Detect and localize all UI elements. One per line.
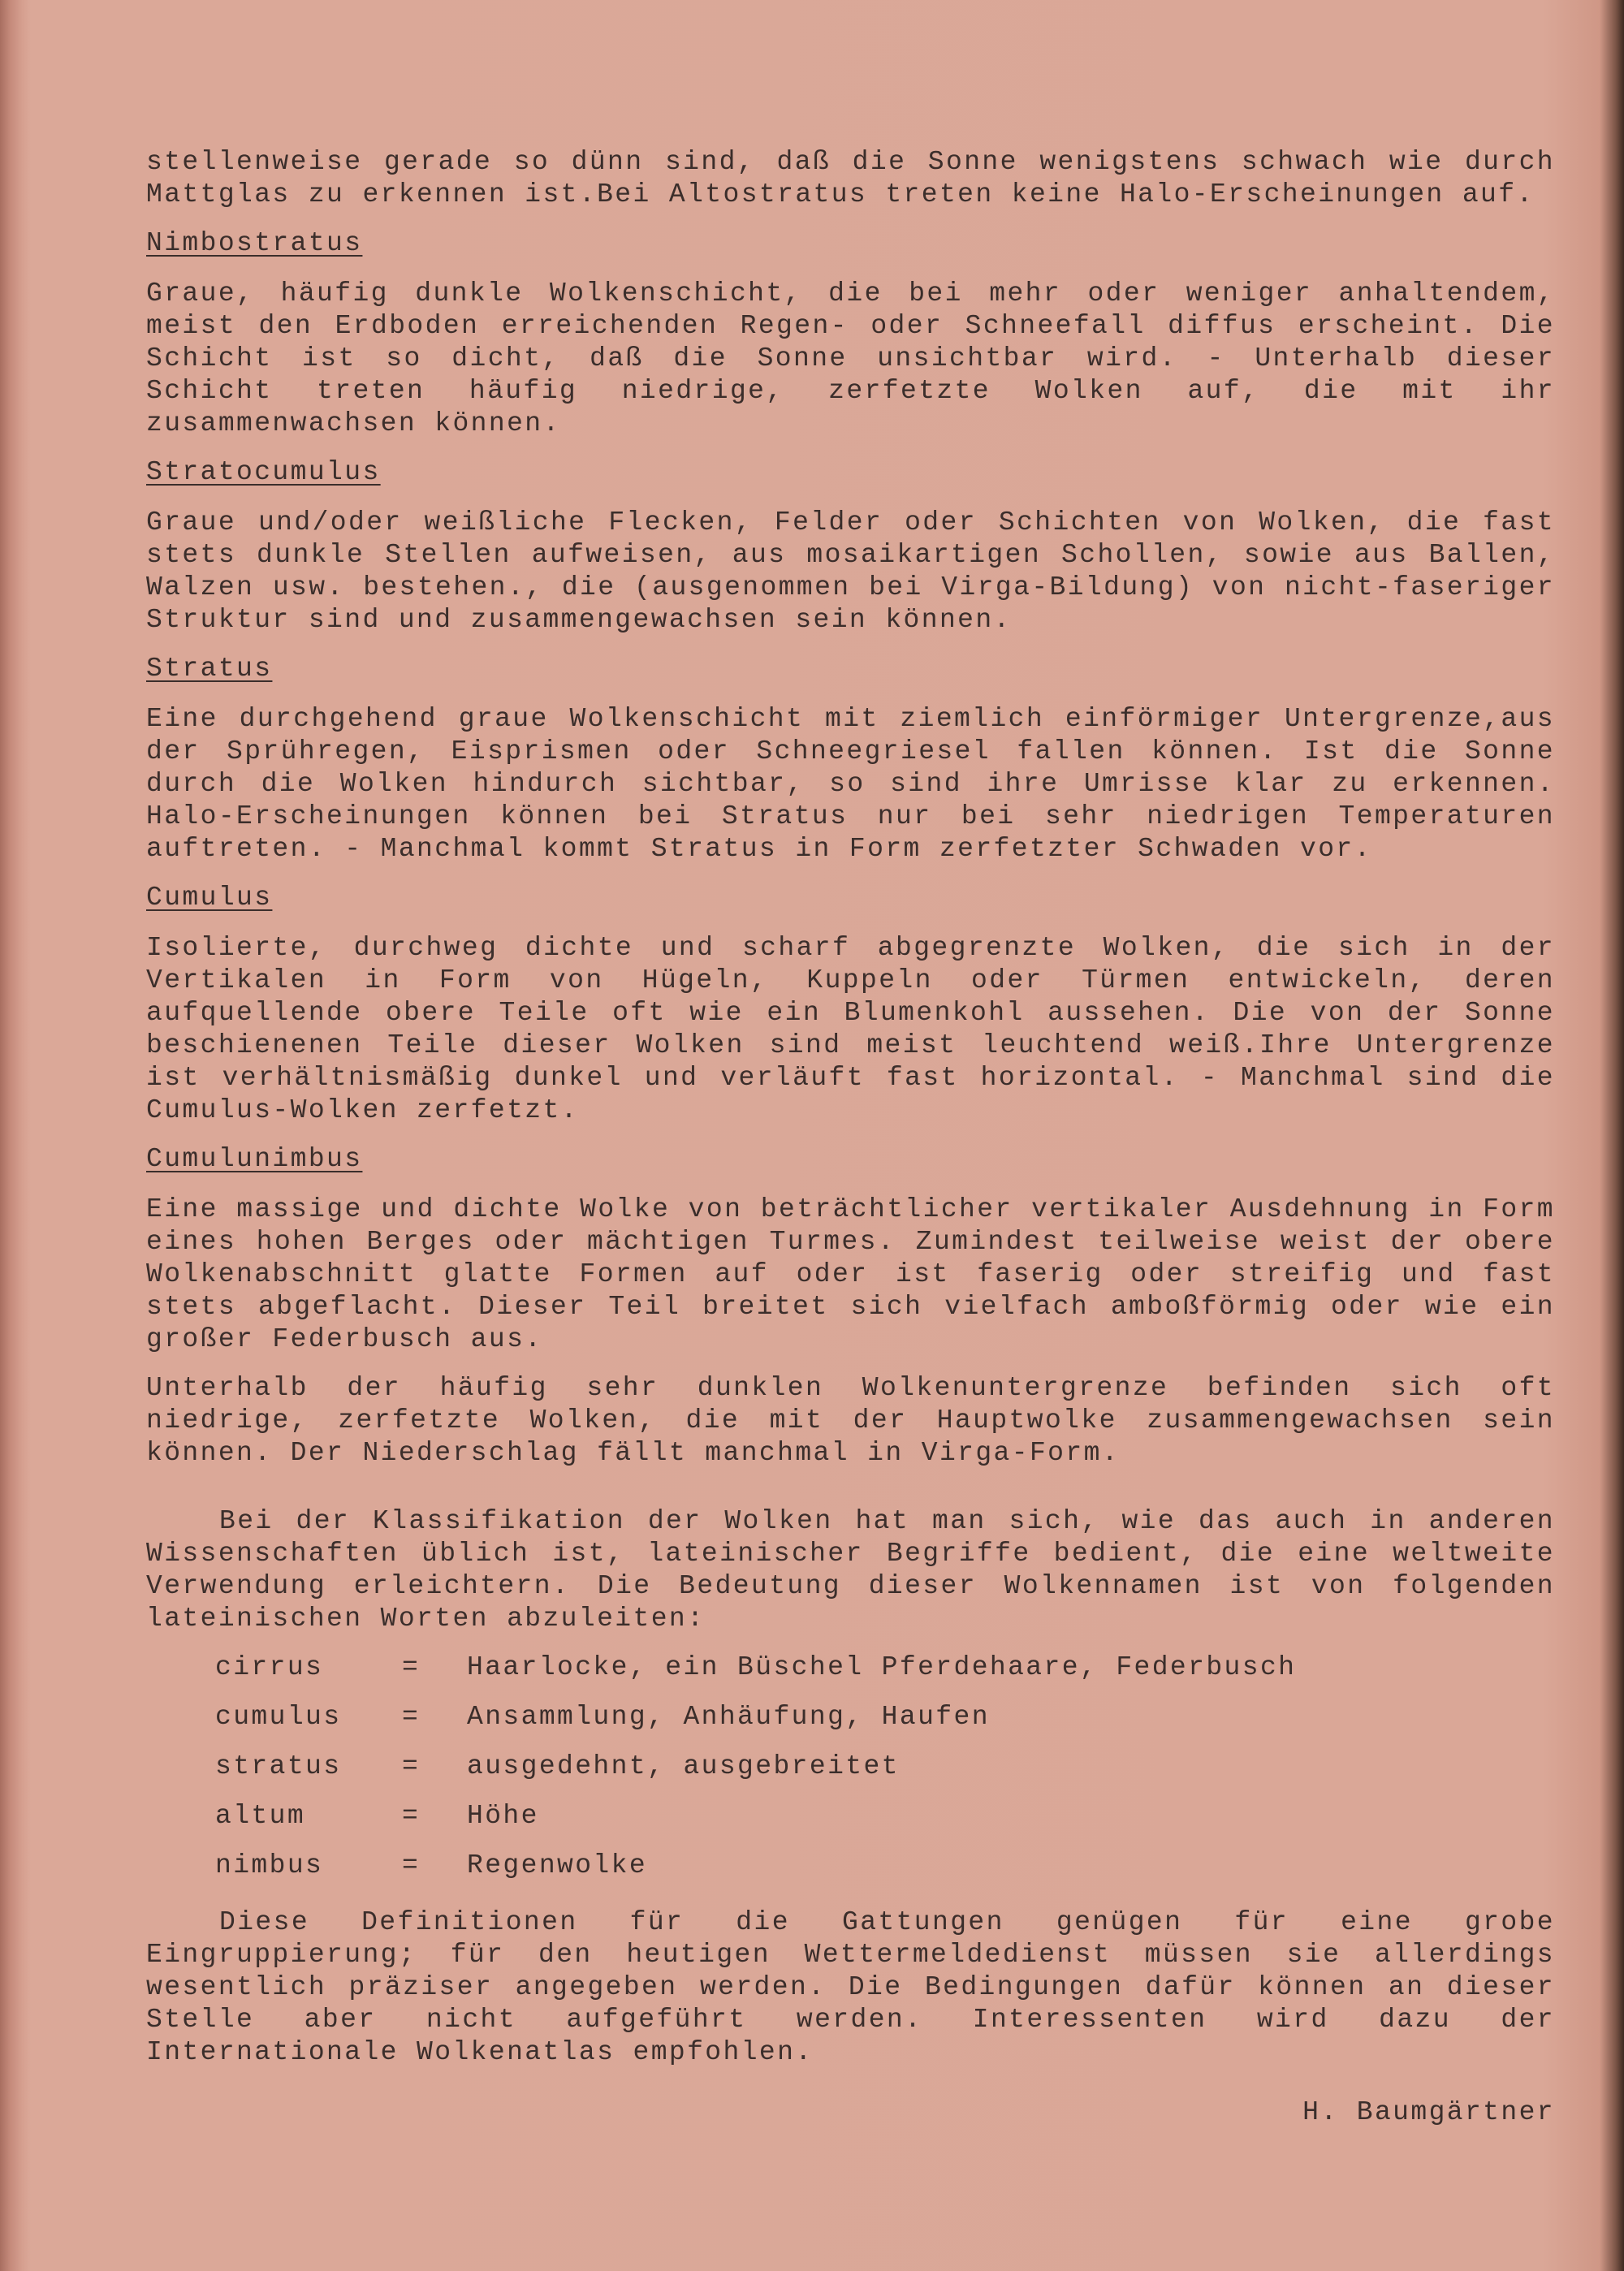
glossary-row bbox=[215, 1850, 1555, 1882]
latin-glossary bbox=[215, 1651, 1555, 1882]
closing-paragraph: Diese Definitionen für die Gattungen genügen für eine grobe Eingruppierung; für den heutigen Wettermeldedienst müssen sie allerdings wesentlich präziser angegeben werden. Die Bedingungen dafür können an dieser Stelle aber nicht aufgeführt werden. Interessenten wird dazu der Internationale Wolkenatlas empfohlen. bbox=[146, 1907, 1555, 2067]
page-binding-edge bbox=[0, 0, 29, 2271]
section-text: Graue und/oder weißliche Flecken, Felder oder Schichten von Wolken, die fast stets dunkle Stellen aufweisen, aus mosaikartigen Schollen, sowie aus Ballen, Walzen usw. bestehen., die (ausgenommen bei Virga-Bildung) von nicht-faseriger Struktur sind und zusammengewachsen sein können. bbox=[146, 507, 1555, 635]
document-body bbox=[146, 146, 1555, 2129]
section-heading: Nimbostratus bbox=[146, 228, 363, 258]
glossary-term: cirrus bbox=[215, 1652, 324, 1682]
glossary-definition: Haarlocke, ein Büschel Pferdehaare, Federbusch bbox=[467, 1652, 1297, 1682]
glossary-definition: Regenwolke bbox=[467, 1850, 648, 1880]
section-heading: Cumulunimbus bbox=[146, 1144, 363, 1174]
glossary-equals: = bbox=[402, 1751, 421, 1781]
glossary-equals: = bbox=[402, 1702, 421, 1732]
glossary-equals: = bbox=[402, 1801, 421, 1831]
section-stratocumulus bbox=[146, 456, 1555, 637]
section-text: Isolierte, durchweg dichte und scharf abgegrenzte Wolken, die sich in der Vertikalen in Form von Hügeln, Kuppeln oder Türmen entwickeln, deren aufquellende obere Teile oft wie ein Blumenkohl aussehen. Die von der Sonne beschienenen Teile dieser Wolken sind meist leuchtend weiß.Ihre Untergrenze ist verhältnismäßig dunkel und verläuft fast horizontal. - Manchmal sind die Cumulus-Wolken zerfetzt. bbox=[146, 933, 1555, 1125]
glossary-definition: ausgedehnt, ausgebreitet bbox=[467, 1751, 900, 1781]
section-stratus bbox=[146, 653, 1555, 866]
section-cumulunimbus bbox=[146, 1143, 1555, 1470]
glossary-term: cumulus bbox=[215, 1702, 342, 1732]
glossary-definition: Höhe bbox=[467, 1801, 539, 1831]
section-heading: Stratus bbox=[146, 654, 273, 684]
classification-paragraph: Bei der Klassifikation der Wolken hat man sich, wie das auch in anderen Wissenschaften üblich ist, lateinischer Begriffe bedient, die eine weltweite Verwendung erleichtern. Die Bedeutung dieser Wolkennamen ist von folgenden lateinischen Worten abzuleiten: bbox=[146, 1506, 1555, 1634]
author-signature: H. Baumgärtner bbox=[1302, 2097, 1555, 2127]
section-heading: Stratocumulus bbox=[146, 457, 381, 487]
glossary-row bbox=[215, 1701, 1555, 1733]
section-nimbostratus bbox=[146, 227, 1555, 440]
section-heading: Cumulus bbox=[146, 883, 273, 913]
glossary-equals: = bbox=[402, 1850, 421, 1880]
glossary-row bbox=[215, 1751, 1555, 1783]
glossary-term: nimbus bbox=[215, 1850, 324, 1880]
glossary-term: altum bbox=[215, 1801, 306, 1831]
glossary-row bbox=[215, 1651, 1555, 1684]
section-cumulus bbox=[146, 882, 1555, 1127]
section-text: Graue, häufig dunkle Wolkenschicht, die bei mehr oder weniger anhaltendem, meist den Erdboden erreichenden Regen- oder Schneefall diffus erscheint. Die Schicht ist so dicht, daß die Sonne unsichtbar wird. - Unterhalb dieser Schicht treten häufig niedrige, zerfetzte Wolken auf, die mit ihr zusammenwachsen können. bbox=[146, 278, 1555, 438]
intro-paragraph: stellenweise gerade so dünn sind, daß die Sonne wenigstens schwach wie durch Mattglas zu erkennen ist.Bei Altostratus treten keine Halo-Erscheinungen auf. bbox=[146, 147, 1555, 209]
glossary-term: stratus bbox=[215, 1751, 342, 1781]
section-text: Eine durchgehend graue Wolkenschicht mit ziemlich einförmiger Untergrenze,aus der Sprühregen, Eisprismen oder Schneegriesel fallen können. Ist die Sonne durch die Wolken hindurch sichtbar, so sind ihre Umrisse klar zu erkennen. Halo-Erscheinungen können bei Stratus nur bei sehr niedrigen Temperaturen auftreten. - Manchmal kommt Stratus in Form zerfetzter Schwaden vor. bbox=[146, 704, 1555, 864]
section-text-continued: Unterhalb der häufig sehr dunklen Wolkenuntergrenze befinden sich oft niedrige, zerfetzte Wolken, die mit der Hauptwolke zusammengewachsen sein können. Der Niederschlag fällt manchmal in Virga-Form. bbox=[146, 1373, 1555, 1468]
section-text: Eine massige und dichte Wolke von beträchtlicher vertikaler Ausdehnung in Form eines hohen Berges oder mächtigen Turmes. Zumindest teilweise weist der obere Wolkenabschnitt glatte Formen auf oder ist faserig oder streifig und fast stets abgeflacht. Dieser Teil breitet sich vielfach amboßförmig oder wie ein großer Federbusch aus. bbox=[146, 1194, 1555, 1354]
glossary-row bbox=[215, 1800, 1555, 1833]
glossary-equals: = bbox=[402, 1652, 421, 1682]
glossary-definition: Ansammlung, Anhäufung, Haufen bbox=[467, 1702, 990, 1732]
